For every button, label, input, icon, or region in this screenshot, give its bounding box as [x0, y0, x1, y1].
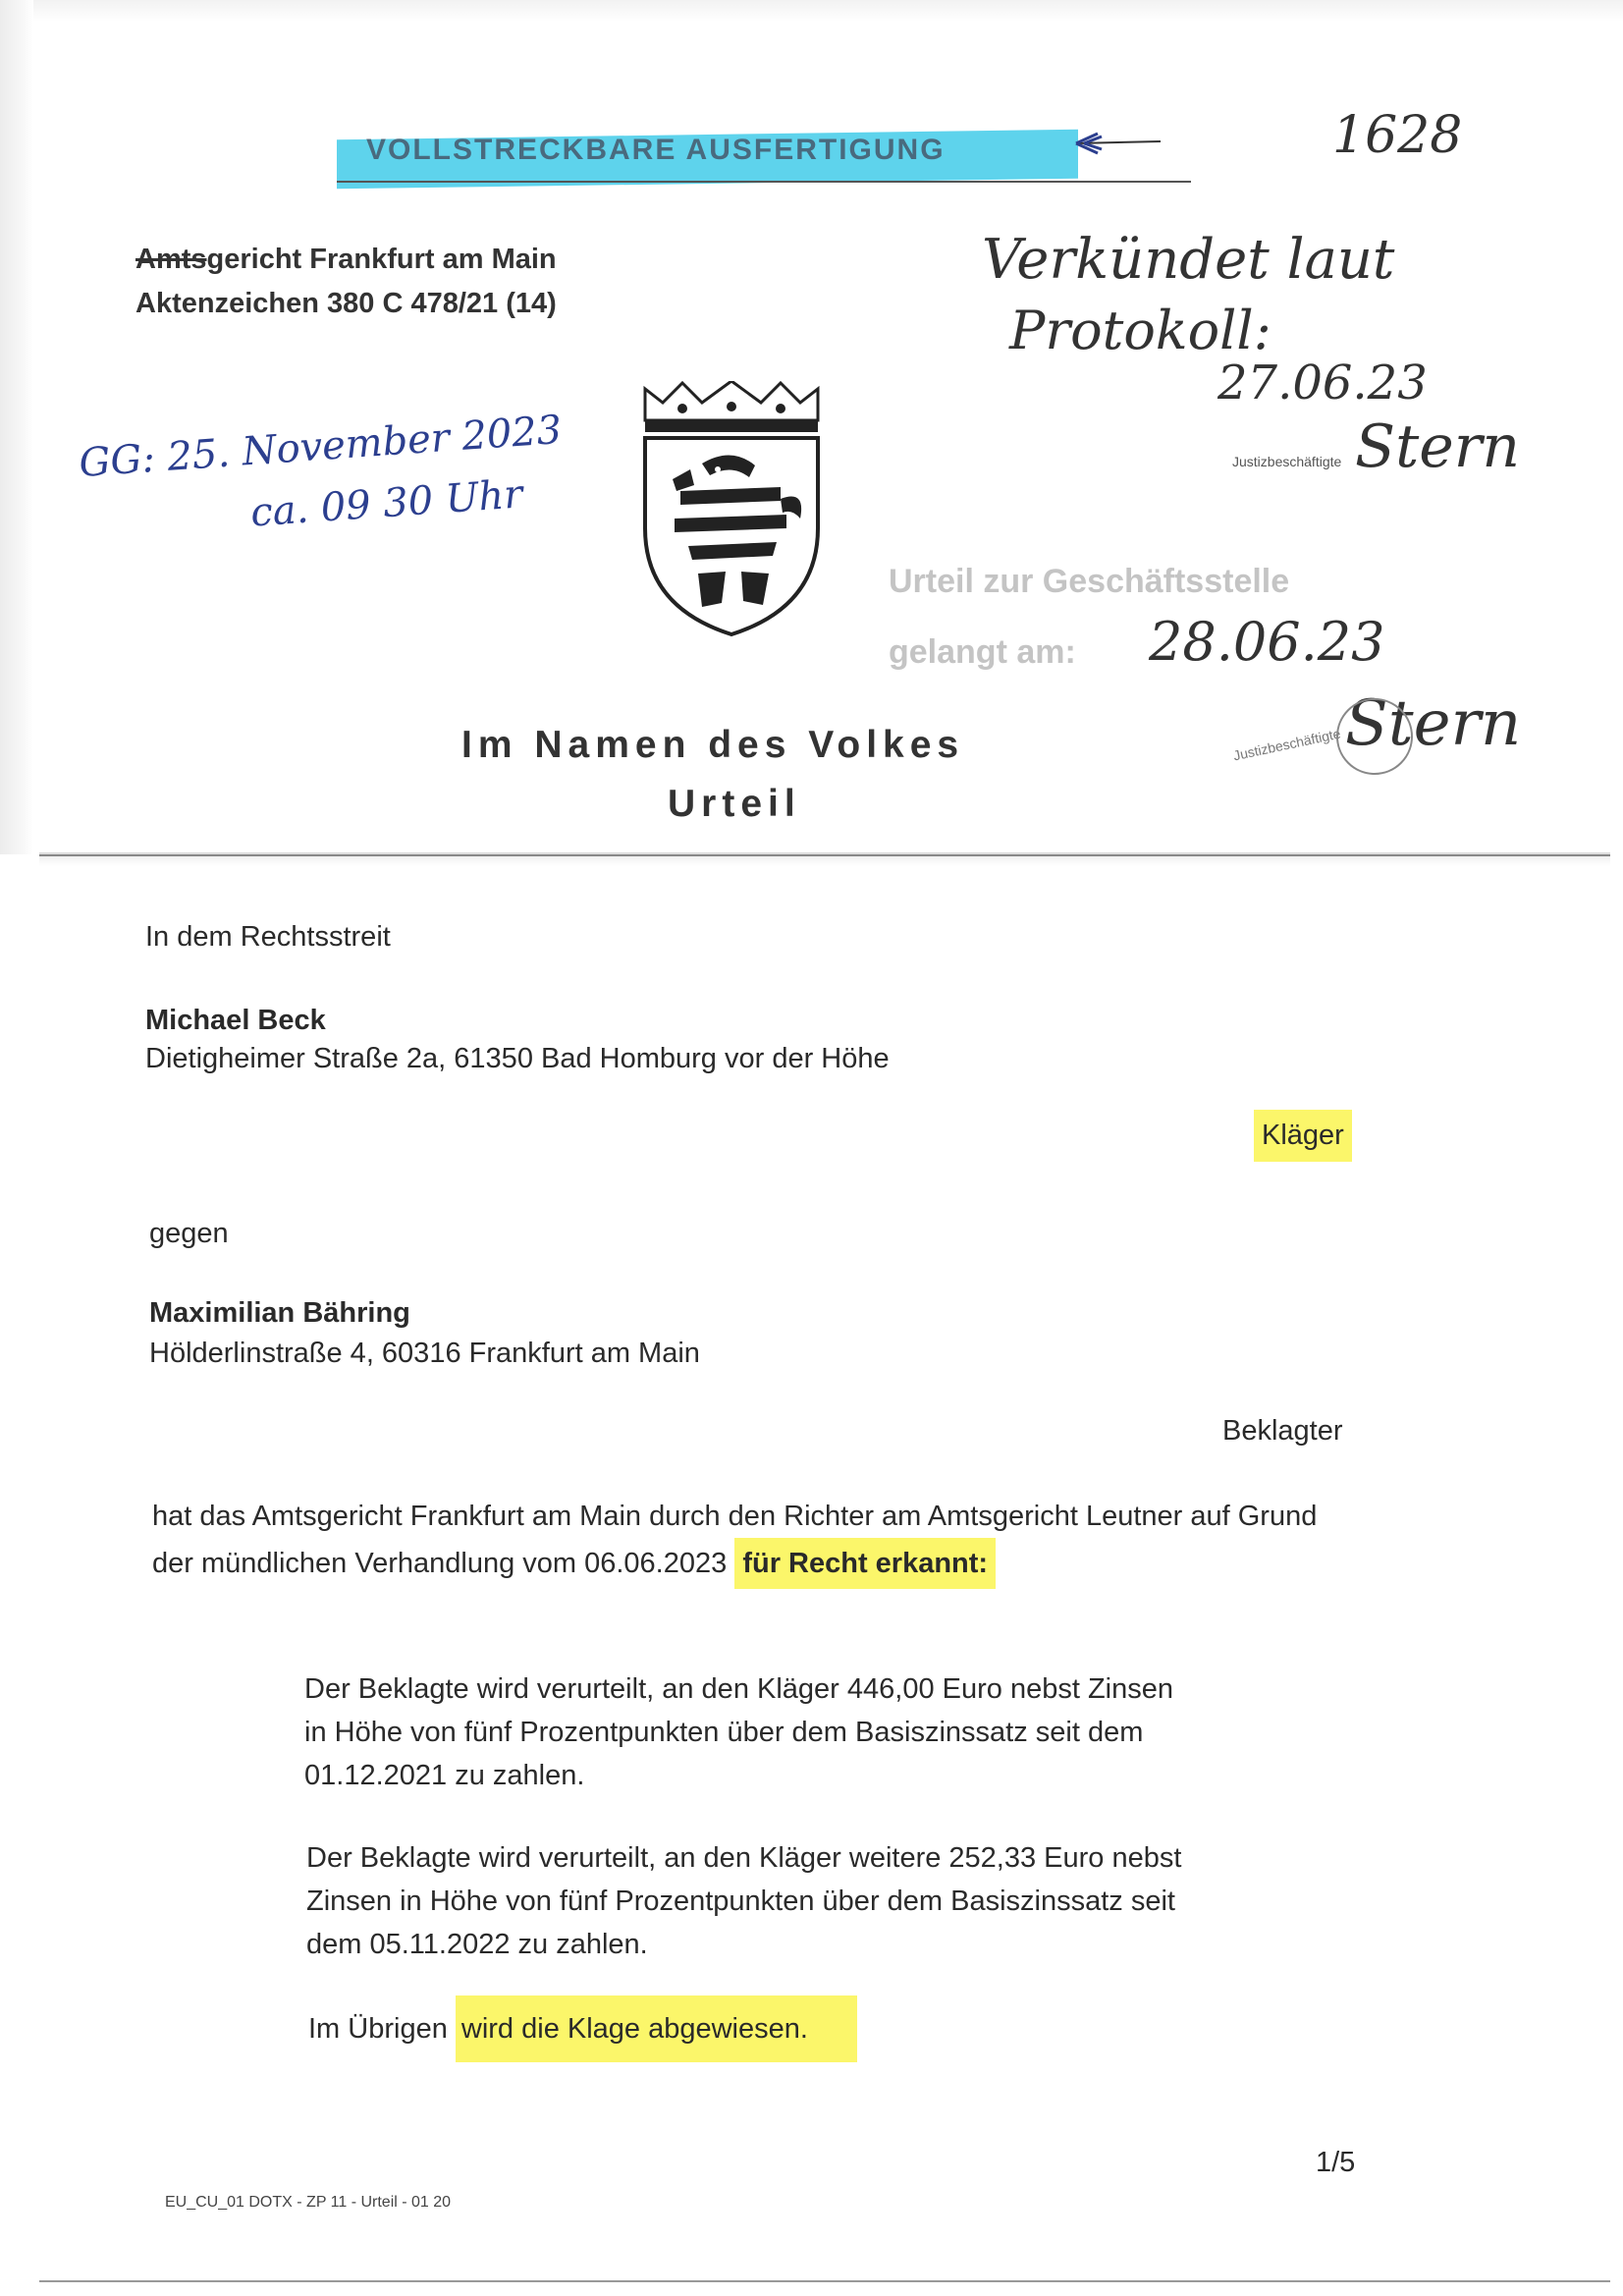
- doc-code: EU_CU_01 DOTX - ZP 11 - Urteil - 01 20: [165, 2194, 452, 2211]
- stamp-caption-2: Justizbeschäftigte: [1231, 725, 1342, 764]
- verkuendet-note-line1: Verkündet laut: [982, 228, 1395, 292]
- stamp-line1: Urteil zur Geschäftsstelle: [889, 563, 1290, 600]
- para3-highlight: wird die Klage abgewiesen.: [456, 1995, 857, 2062]
- ruling-line2-plain: der mündlichen Verhandlung vom 06.06.2023: [152, 1548, 728, 1579]
- defendant-name: Maximilian Bähring: [149, 1297, 410, 1329]
- page-number: 1/5: [1316, 2147, 1356, 2178]
- stamp-caption-1: Justizbeschäftigte: [1232, 454, 1342, 469]
- signature-2: Stern: [1345, 687, 1522, 760]
- plaintiff-role: Kläger: [1254, 1110, 1352, 1162]
- banner-underline: [337, 181, 1191, 183]
- stamp-date: 28.06.23: [1149, 611, 1385, 673]
- coat-of-arms-icon: [633, 381, 830, 638]
- left-note-line1: GG: 25. November 2023: [77, 407, 564, 487]
- court-strike-prefix: Amts: [135, 244, 207, 275]
- fold-line: [39, 854, 1610, 856]
- signature-1: Stern: [1355, 412, 1521, 481]
- para2-line3: dem 05.11.2022 zu zahlen.: [306, 1929, 648, 1960]
- court-rest: gericht Frankfurt am Main: [206, 244, 557, 275]
- ruling-line1: hat das Amtsgericht Frankfurt am Main durch den Richter am Amtsgericht Leutner auf Grund: [152, 1501, 1318, 1532]
- plaintiff-address: Dietigheimer Straße 2a, 61350 Bad Homburg vor der Höhe: [145, 1043, 890, 1074]
- ruling-highlight: für Recht erkannt:: [734, 1538, 996, 1589]
- scan-edge-left: [0, 0, 33, 854]
- para1-line2: in Höhe von fünf Prozentpunkten über dem Basiszinssatz seit dem: [304, 1717, 1144, 1748]
- intro-text: In dem Rechtsstreit: [145, 921, 391, 953]
- court-name: [135, 246, 557, 274]
- left-note-line2: ca. 09 30 Uhr: [248, 471, 524, 536]
- para2-line1: Der Beklagte wird verurteilt, an den Kläger weitere 252,33 Euro nebst: [306, 1842, 1182, 1874]
- verkuendet-note-date: 27.06.23: [1217, 355, 1428, 410]
- ruling-line2: [152, 1550, 996, 1578]
- file-number: Aktenzeichen 380 C 478/21 (14): [135, 288, 557, 319]
- para3-plain: Im Übrigen: [308, 2013, 448, 2045]
- stamp-line2: gelangt am:: [889, 633, 1076, 671]
- para1-line1: Der Beklagte wird verurteilt, an den Kläger 446,00 Euro nebst Zinsen: [304, 1673, 1173, 1705]
- defendant-address: Hölderlinstraße 4, 60316 Frankfurt am Main: [149, 1338, 700, 1369]
- para2-line2: Zinsen in Höhe von fünf Prozentpunkten über dem Basiszinssatz seit: [306, 1886, 1175, 1917]
- para3: [308, 2015, 857, 2044]
- versus-text: gegen: [149, 1218, 229, 1249]
- defendant-role: Beklagter: [1222, 1415, 1343, 1447]
- verkuendet-note-line2: Protokoll:: [1009, 300, 1271, 361]
- title-line2: Urteil: [668, 783, 801, 825]
- arrow-icon: [1072, 128, 1170, 167]
- handwritten-page-number: 1628: [1332, 106, 1463, 165]
- para1-line3: 01.12.2021 zu zahlen.: [304, 1760, 585, 1791]
- banner-label: VOLLSTRECKBARE AUSFERTIGUNG: [366, 134, 946, 166]
- scan-edge-top: [0, 0, 1623, 22]
- stamp-circle: [1330, 692, 1419, 781]
- plaintiff-name: Michael Beck: [145, 1005, 326, 1036]
- bottom-edge-line: [39, 2280, 1610, 2282]
- title-line1: Im Namen des Volkes: [461, 724, 965, 766]
